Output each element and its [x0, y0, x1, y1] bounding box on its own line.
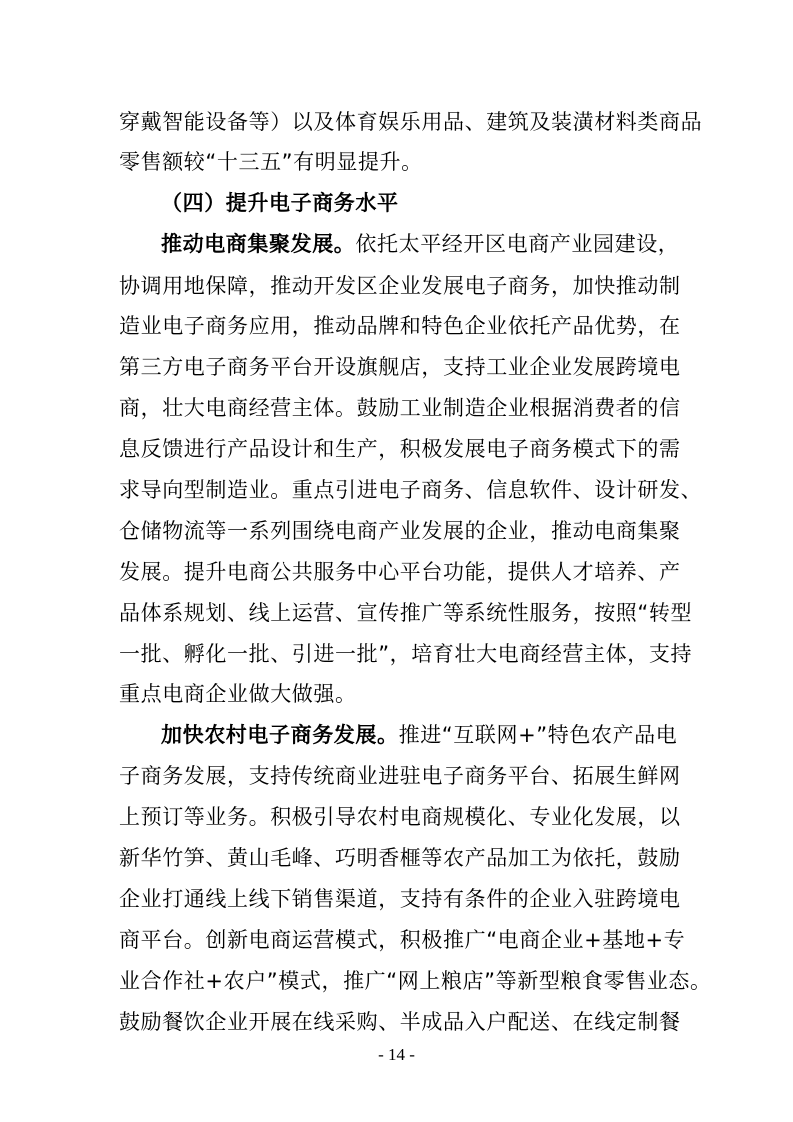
text-line: 穿戴智能设备等）以及体育娱乐用品、建筑及装潢材料类商品: [119, 110, 703, 134]
text-line: 一批、孵化一批、引进一批”，培育壮大电商经营主体，支持: [119, 642, 693, 666]
text-line: 品体系规划、线上运营、宣传推广等系统性服务，按照“转型: [119, 601, 693, 625]
text-line: 新华竹笋、黄山毛峰、巧明香榧等农产品加工为依托，鼓励: [119, 846, 681, 870]
text-line: 企业打通线上线下销售渠道，支持有条件的企业入驻跨境电: [119, 887, 681, 911]
text-line: 息反馈进行产品设计和生产，积极发展电子商务模式下的需: [119, 437, 681, 461]
page-number: - 14 -: [378, 1045, 415, 1064]
paragraph-2-lead: 加快农村电子商务发展。: [161, 723, 399, 747]
section-heading: （四）提升电子商务水平: [161, 191, 399, 215]
text-line: 上预订等业务。积极引导农村电商规模化、专业化发展，以: [119, 805, 681, 829]
text-line: 造业电子商务应用，推动品牌和特色企业依托产品优势，在: [119, 314, 681, 338]
text-line: 业合作社+农户”模式，推广“网上粮店”等新型粮食零售业态。: [119, 969, 712, 993]
paragraph-2-first-line: [161, 721, 679, 749]
text-line: 零售额较“十三五”有明显提升。: [119, 150, 423, 174]
text-line: 仓储物流等一系列围绕电商产业发展的企业，推动电商集聚: [119, 519, 681, 543]
text-span: 推进“互联网+”特色农产品电: [398, 723, 678, 747]
paragraph-1-first-line: [161, 230, 679, 258]
text-line: 重点电商企业做大做强。: [119, 682, 357, 706]
text-line: 鼓励餐饮企业开展在线采购、半成品入户配送、在线定制餐: [119, 1010, 681, 1034]
text-line: 第三方电子商务平台开设旗舰店，支持工业企业发展跨境电: [119, 355, 681, 379]
paragraph-1-lead: 推动电商集聚发展。: [161, 232, 356, 256]
text-line: 商，壮大电商经营主体。鼓励工业制造企业根据消费者的信: [119, 396, 681, 420]
text-line: 发展。提升电商公共服务中心平台功能，提供人才培养、产: [119, 560, 681, 584]
text-line: 商平台。创新电商运营模式，积极推广“电商企业+基地+专: [119, 928, 686, 952]
text-span: 依托太平经开区电商产业园建设，: [355, 232, 680, 256]
text-line: 子商务发展，支持传统商业进驻电子商务平台、拓展生鲜网: [119, 764, 681, 788]
text-line: 求导向型制造业。重点引进电子商务、信息软件、设计研发、: [119, 478, 703, 502]
text-line: 协调用地保障，推动开发区企业发展电子商务，加快推动制: [119, 274, 681, 298]
